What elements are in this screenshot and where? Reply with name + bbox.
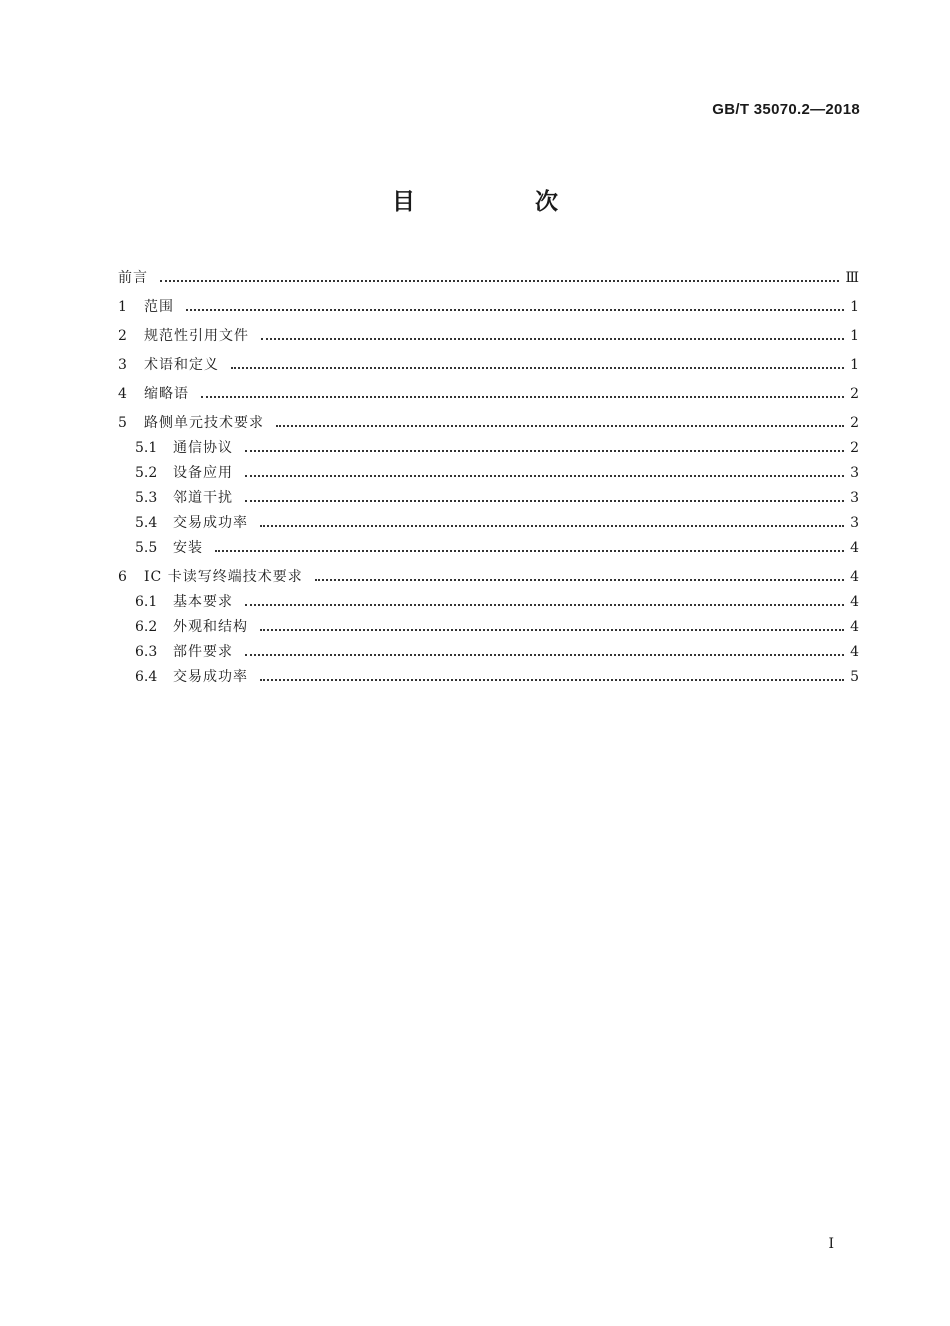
toc-entry-number: 6.2 — [135, 619, 158, 635]
toc-entry-5-3[interactable] — [118, 482, 859, 507]
standard-number: GB/T 35070.2—2018 — [712, 101, 860, 118]
toc-entry-page: 1 — [850, 328, 859, 344]
toc-entry-6-4[interactable] — [118, 661, 859, 686]
dot-leader — [260, 525, 844, 527]
dot-leader — [186, 309, 844, 311]
dot-leader — [160, 280, 839, 282]
toc-entry-label: 交易成功率 — [173, 669, 248, 685]
toc-entry-label: 术语和定义 — [144, 357, 219, 373]
toc-entry-4[interactable] — [118, 378, 859, 403]
toc-entry-page: 2 — [850, 440, 859, 456]
toc-entry-foreword[interactable] — [118, 262, 859, 287]
table-of-contents — [118, 262, 859, 686]
dot-leader — [260, 679, 844, 681]
toc-entry-label: 邻道干扰 — [173, 490, 233, 506]
toc-entry-number: 6.4 — [135, 669, 158, 685]
toc-entry-1[interactable] — [118, 291, 859, 316]
toc-entry-page: 1 — [850, 357, 859, 373]
dot-leader — [315, 579, 844, 581]
toc-entry-label: 交易成功率 — [173, 515, 248, 531]
toc-entry-page: 2 — [850, 415, 859, 431]
dot-leader — [201, 396, 844, 398]
dot-leader — [231, 367, 844, 369]
dot-leader — [245, 450, 844, 452]
toc-entry-number: 5.3 — [135, 490, 158, 506]
toc-entry-6[interactable] — [118, 561, 859, 586]
page-title: 目 次 — [391, 188, 614, 215]
toc-entry-number: 5.2 — [135, 465, 158, 481]
toc-entry-number: 3 — [118, 357, 127, 373]
toc-entry-label: 路侧单元技术要求 — [144, 415, 264, 431]
toc-entry-page: 4 — [850, 594, 859, 610]
toc-entry-page: 1 — [850, 299, 859, 315]
toc-entry-5-5[interactable] — [118, 532, 859, 557]
toc-entry-page: 5 — [850, 669, 859, 685]
dot-leader — [260, 629, 844, 631]
dot-leader — [215, 550, 844, 552]
dot-leader — [245, 654, 844, 656]
toc-entry-number: 2 — [118, 328, 127, 344]
toc-entry-number: 6.3 — [135, 644, 158, 660]
toc-entry-5-1[interactable] — [118, 432, 859, 457]
toc-entry-number: 5.4 — [135, 515, 158, 531]
toc-entry-6-2[interactable] — [118, 611, 859, 636]
toc-entry-page: 4 — [850, 619, 859, 635]
toc-entry-5-2[interactable] — [118, 457, 859, 482]
toc-entry-label: 规范性引用文件 — [144, 328, 249, 344]
page-number: I — [828, 1236, 834, 1252]
dot-leader — [245, 475, 844, 477]
toc-entry-label: IC 卡读写终端技术要求 — [144, 569, 303, 585]
toc-entry-label: 范围 — [144, 299, 174, 315]
toc-entry-label: 设备应用 — [173, 465, 233, 481]
toc-entry-6-1[interactable] — [118, 586, 859, 611]
toc-entry-page: 2 — [850, 386, 859, 402]
dot-leader — [276, 425, 844, 427]
toc-entry-label: 外观和结构 — [173, 619, 248, 635]
toc-entry-3[interactable] — [118, 349, 859, 374]
toc-entry-label: 安装 — [173, 540, 203, 556]
toc-entry-2[interactable] — [118, 320, 859, 345]
toc-entry-number: 6.1 — [135, 594, 158, 610]
toc-entry-5-4[interactable] — [118, 507, 859, 532]
dot-leader — [245, 604, 844, 606]
toc-entry-label: 前言 — [118, 270, 148, 286]
dot-leader — [261, 338, 844, 340]
toc-entry-label: 通信协议 — [173, 440, 233, 456]
toc-entry-6-3[interactable] — [118, 636, 859, 661]
toc-entry-number: 6 — [118, 569, 127, 585]
toc-entry-number: 1 — [118, 299, 127, 315]
toc-entry-number: 5.1 — [135, 440, 158, 456]
toc-entry-page: Ⅲ — [845, 270, 859, 286]
toc-entry-page: 4 — [850, 540, 859, 556]
toc-entry-page: 3 — [850, 490, 859, 506]
dot-leader — [245, 500, 844, 502]
toc-entry-page: 3 — [850, 465, 859, 481]
toc-entry-page: 3 — [850, 515, 859, 531]
toc-entry-5[interactable] — [118, 407, 859, 432]
toc-entry-number: 5 — [118, 415, 127, 431]
toc-entry-number: 4 — [118, 386, 127, 402]
toc-entry-page: 4 — [850, 644, 859, 660]
toc-entry-label: 基本要求 — [173, 594, 233, 610]
toc-entry-label: 部件要求 — [173, 644, 233, 660]
toc-entry-number: 5.5 — [135, 540, 158, 556]
toc-entry-label: 缩略语 — [144, 386, 189, 402]
toc-entry-page: 4 — [850, 569, 859, 585]
